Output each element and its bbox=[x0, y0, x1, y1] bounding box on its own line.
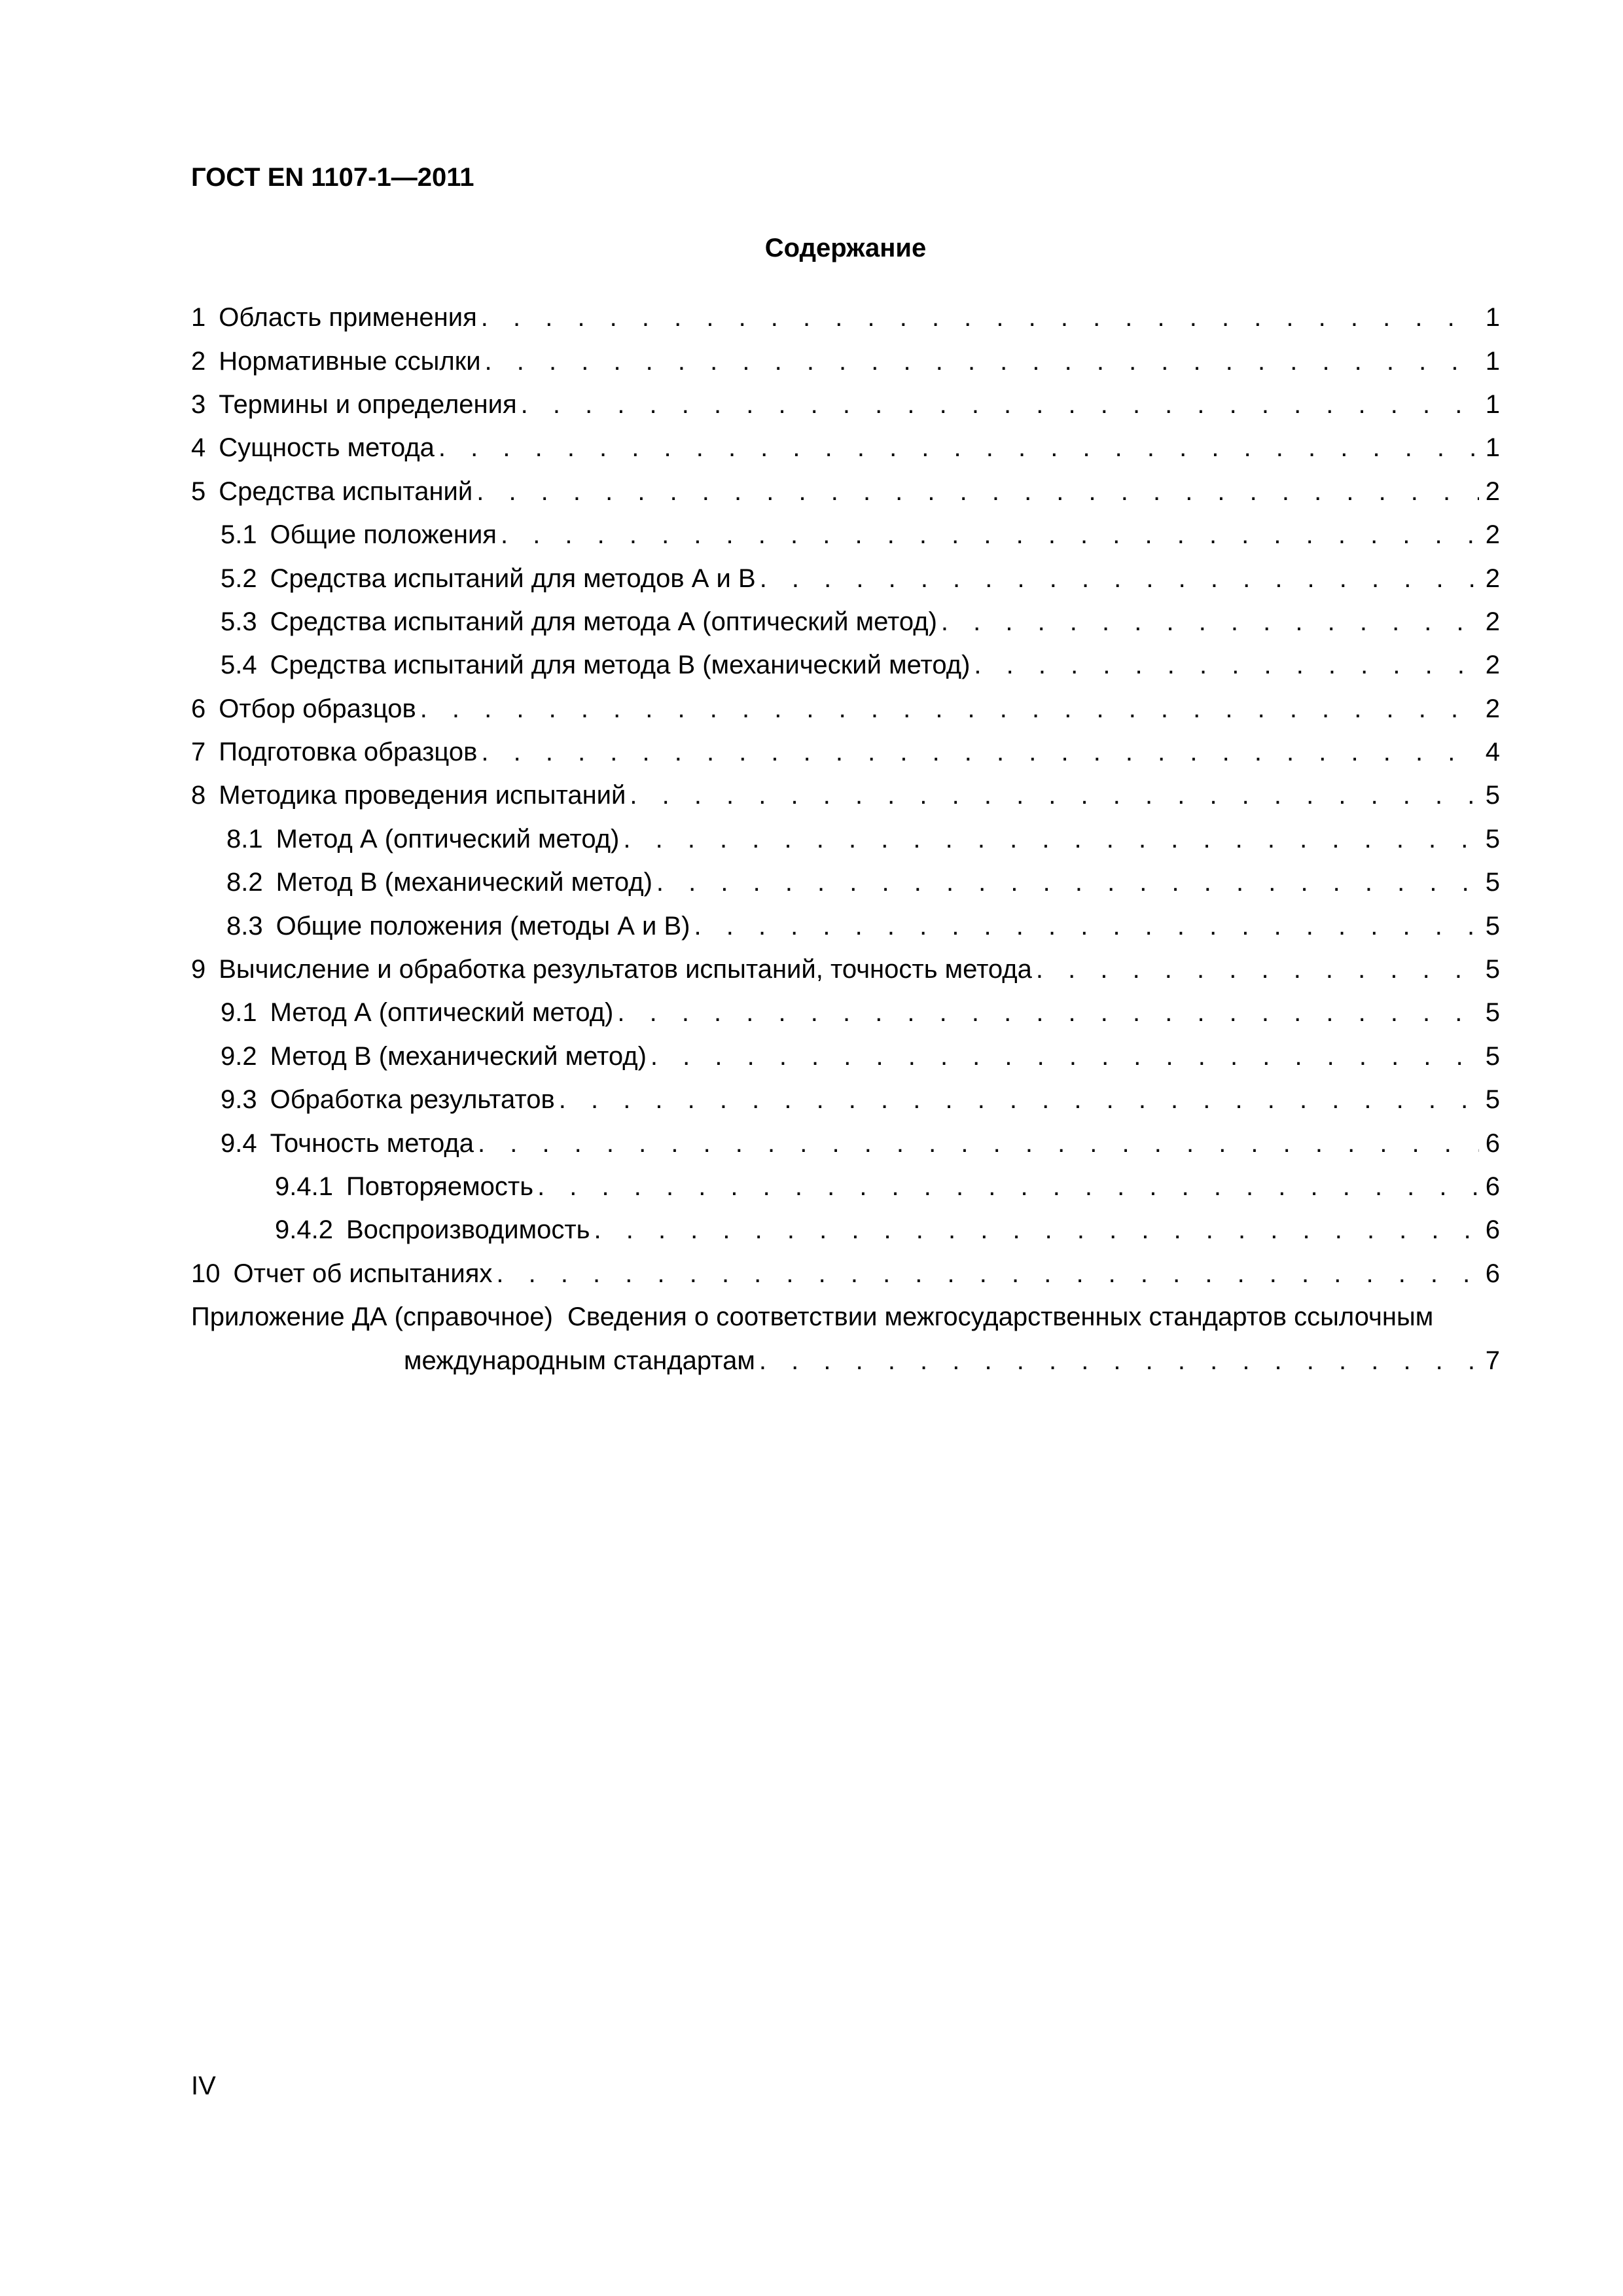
toc-entry-title: Средства испытаний bbox=[219, 476, 473, 506]
toc-entry-number: 2 bbox=[191, 346, 206, 376]
toc-entry-title: Точность метода bbox=[270, 1128, 474, 1158]
toc-entry-title: Метод В (механический метод) bbox=[270, 1041, 647, 1071]
toc-entry-page: 1 bbox=[1485, 346, 1500, 376]
toc-entry-page: 2 bbox=[1485, 564, 1500, 593]
dot-leader bbox=[476, 476, 1479, 507]
toc-entry-title: Общие положения (методы А и В) bbox=[276, 911, 690, 941]
toc-entry-title: Сущность метода bbox=[219, 433, 435, 463]
toc-entry-page: 2 bbox=[1485, 520, 1500, 550]
appendix-title-line1: Сведения о соответствии межгосударственных стандартов ссылочным bbox=[567, 1302, 1434, 1332]
toc-entry-number: 5.2 bbox=[221, 564, 257, 593]
toc-entry-number: 5.4 bbox=[221, 651, 257, 680]
toc-entry bbox=[191, 1252, 1500, 1295]
toc-entry-page: 5 bbox=[1485, 781, 1500, 810]
toc-entry-number: 5.1 bbox=[221, 520, 257, 550]
toc-entry-number: 9.4.2 bbox=[275, 1215, 333, 1245]
dot-leader bbox=[651, 1041, 1479, 1072]
appendix-label: Приложение ДА (справочное) bbox=[191, 1302, 553, 1332]
toc-entry-number: 6 bbox=[191, 694, 206, 723]
toc-entry-number: 9.4 bbox=[221, 1128, 257, 1158]
toc-entry-page: 5 bbox=[1485, 1041, 1500, 1071]
toc-entry-number: 4 bbox=[191, 433, 206, 463]
toc-entry-page: 1 bbox=[1485, 303, 1500, 332]
dot-leader bbox=[630, 780, 1479, 811]
toc-entry-number: 8 bbox=[191, 781, 206, 810]
document-code: ГОСТ EN 1107-1—2011 bbox=[191, 163, 474, 192]
toc-entry-title: Средства испытаний для метода А (оптический метод) bbox=[270, 607, 937, 636]
dot-leader bbox=[623, 823, 1479, 855]
toc-entry-page: 5 bbox=[1485, 868, 1500, 897]
dot-leader bbox=[559, 1084, 1479, 1115]
toc-entry bbox=[191, 556, 1500, 600]
toc-entry-number: 9.3 bbox=[221, 1085, 257, 1115]
dot-leader bbox=[537, 1171, 1479, 1202]
toc-entry-page: 2 bbox=[1485, 651, 1500, 680]
toc-appendix-continuation bbox=[191, 1338, 1500, 1382]
toc-entry-title: Средства испытаний для метода В (механический метод) bbox=[270, 651, 971, 680]
toc-entry bbox=[191, 861, 1500, 904]
dot-leader bbox=[496, 1258, 1479, 1289]
toc-entry-number: 8.3 bbox=[226, 911, 263, 941]
toc-entry-number: 8.2 bbox=[226, 868, 263, 897]
toc-entry bbox=[191, 339, 1500, 382]
toc-entry-page: 1 bbox=[1485, 433, 1500, 463]
toc-entry-page: 2 bbox=[1485, 476, 1500, 506]
toc-entry-number: 5 bbox=[191, 476, 206, 506]
toc-entry bbox=[191, 643, 1500, 687]
toc-entry bbox=[191, 470, 1500, 513]
toc-entry bbox=[191, 426, 1500, 469]
toc-entry-number: 9.4.1 bbox=[275, 1172, 333, 1201]
toc-entry-page: 1 bbox=[1485, 389, 1500, 419]
dot-leader bbox=[438, 432, 1479, 463]
toc-entry-page: 4 bbox=[1485, 738, 1500, 767]
dot-leader bbox=[941, 606, 1479, 637]
toc-entry bbox=[191, 513, 1500, 556]
dot-leader bbox=[420, 693, 1479, 725]
toc-entry bbox=[191, 730, 1500, 774]
toc-entry-number: 7 bbox=[191, 738, 206, 767]
dot-leader bbox=[694, 910, 1480, 942]
toc-entry-title: Термины и определения bbox=[219, 389, 517, 419]
dot-leader bbox=[481, 736, 1479, 768]
toc-entry-title: Отчет об испытаниях bbox=[233, 1259, 493, 1288]
toc-entry-page: 6 bbox=[1485, 1172, 1500, 1201]
toc-entry bbox=[191, 600, 1500, 643]
toc-entry bbox=[191, 1078, 1500, 1121]
toc-title: Содержание bbox=[764, 234, 927, 262]
toc-entry-number: 3 bbox=[191, 389, 206, 419]
toc-entry-number: 1 bbox=[191, 303, 206, 332]
toc-entry-title: Метод В (механический метод) bbox=[276, 868, 652, 897]
toc-entry bbox=[191, 1208, 1500, 1251]
toc-entry bbox=[191, 1165, 1500, 1208]
dot-leader bbox=[617, 997, 1479, 1028]
toc-entry bbox=[191, 1035, 1500, 1078]
toc-entry-title: Область применения bbox=[219, 303, 477, 332]
toc-entry bbox=[191, 687, 1500, 730]
toc-entry-title: Метод А (оптический метод) bbox=[276, 824, 620, 853]
dot-leader bbox=[759, 1345, 1479, 1376]
toc-entry-number: 9.2 bbox=[221, 1041, 257, 1071]
toc-entry-title: Вычисление и обработка результатов испытаний, точность метода bbox=[219, 955, 1032, 984]
toc-entry-number: 10 bbox=[191, 1259, 221, 1288]
toc-entry-page: 2 bbox=[1485, 694, 1500, 723]
toc-entry-number: 8.1 bbox=[226, 824, 263, 853]
toc-entry bbox=[191, 991, 1500, 1034]
dot-leader bbox=[594, 1214, 1480, 1246]
toc-appendix-entry bbox=[191, 1295, 1500, 1338]
toc-entry bbox=[191, 1121, 1500, 1164]
toc-entry bbox=[191, 383, 1500, 426]
toc-entry-page: 7 bbox=[1485, 1346, 1500, 1375]
toc-entry-title: Отбор образцов bbox=[219, 694, 416, 723]
toc-entry-number: 5.3 bbox=[221, 607, 257, 636]
toc-entry-number: 9.1 bbox=[221, 998, 257, 1028]
toc-entry bbox=[191, 774, 1500, 817]
toc-entry-page: 5 bbox=[1485, 911, 1500, 941]
toc-entry-title: Обработка результатов bbox=[270, 1085, 555, 1115]
toc-entry bbox=[191, 296, 1500, 339]
dot-leader bbox=[481, 302, 1479, 333]
toc-entry-title: Метод А (оптический метод) bbox=[270, 998, 614, 1028]
toc-entry-title: Средства испытаний для методов А и В bbox=[270, 564, 756, 593]
toc-entry-title: Подготовка образцов bbox=[219, 738, 478, 767]
toc-entry-title: Методика проведения испытаний bbox=[219, 781, 626, 810]
toc-entry-page: 5 bbox=[1485, 824, 1500, 853]
dot-leader bbox=[501, 519, 1479, 550]
toc-entry-page: 5 bbox=[1485, 1085, 1500, 1115]
dot-leader bbox=[760, 563, 1479, 594]
toc-entry-title: Нормативные ссылки bbox=[219, 346, 481, 376]
toc-entry bbox=[191, 904, 1500, 947]
toc-entry bbox=[191, 948, 1500, 991]
toc-entry-page: 6 bbox=[1485, 1128, 1500, 1158]
page-number: IV bbox=[191, 2072, 216, 2100]
dot-leader bbox=[478, 1128, 1479, 1159]
toc-entry bbox=[191, 817, 1500, 861]
dot-leader bbox=[656, 867, 1479, 898]
toc-entry-page: 6 bbox=[1485, 1215, 1500, 1245]
toc-entry-page: 2 bbox=[1485, 607, 1500, 636]
toc-entry-number: 9 bbox=[191, 955, 206, 984]
toc-entry-page: 5 bbox=[1485, 955, 1500, 984]
toc-entry-title: Повторяемость bbox=[346, 1172, 534, 1201]
dot-leader bbox=[521, 389, 1479, 420]
dot-leader bbox=[485, 346, 1479, 377]
dot-leader bbox=[974, 649, 1479, 681]
table-of-contents bbox=[191, 296, 1500, 1382]
toc-entry-page: 6 bbox=[1485, 1259, 1500, 1288]
dot-leader bbox=[1036, 954, 1479, 985]
toc-entry-title: Воспроизводимость bbox=[346, 1215, 590, 1245]
toc-entry-page: 5 bbox=[1485, 998, 1500, 1028]
toc-entry-title: Общие положения bbox=[270, 520, 497, 550]
appendix-title-line2: международным стандартам bbox=[404, 1346, 755, 1375]
